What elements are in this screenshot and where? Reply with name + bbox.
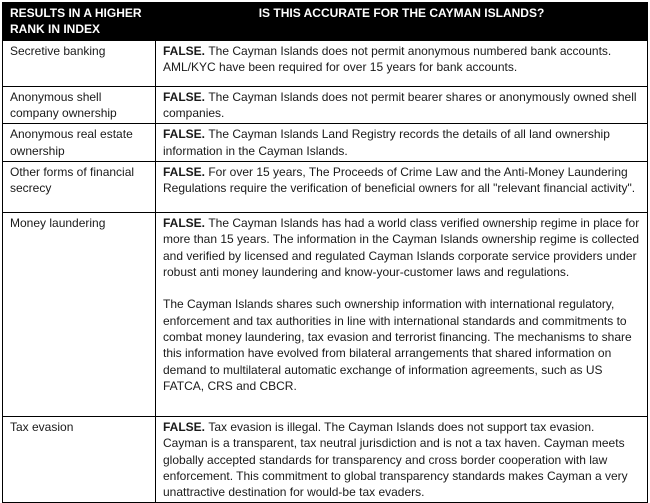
row-answer bbox=[156, 40, 648, 86]
table-row bbox=[3, 86, 648, 124]
table-header-row bbox=[3, 3, 648, 41]
row-topic: Secretive banking bbox=[3, 40, 156, 86]
header-is-this-accurate: IS THIS ACCURATE FOR THE CAYMAN ISLANDS? bbox=[156, 3, 648, 41]
table-row bbox=[3, 40, 648, 86]
row-answer bbox=[156, 416, 648, 503]
row-answer bbox=[156, 124, 648, 162]
false-label: FALSE. bbox=[163, 127, 209, 142]
row-answer bbox=[156, 161, 648, 212]
false-label: FALSE. bbox=[163, 215, 209, 230]
row-answer bbox=[156, 86, 648, 124]
false-label: FALSE. bbox=[163, 43, 209, 58]
answer-paragraph: FALSE. The Cayman Islands has had a world class verified ownership regime in place for more than 15 years. The information in the Cayman Islands ownership regime is collected and verified by licensed and regulated Cayman Islands corporate service providers under robust anti money laundering and know-your-customer laws and regulations. bbox=[163, 215, 640, 279]
false-label: FALSE. bbox=[163, 89, 209, 104]
answer-paragraph: FALSE. The Cayman Islands does not permit anonymous numbered bank accounts. AML/KYC have been required for over 15 years for bank accounts. bbox=[163, 43, 612, 74]
table-row bbox=[3, 124, 648, 162]
table-row bbox=[3, 416, 648, 503]
table-row bbox=[3, 212, 648, 416]
row-topic: Money laundering bbox=[3, 212, 156, 416]
row-topic: Tax evasion bbox=[3, 416, 156, 503]
row-topic: Other forms of financial secrecy bbox=[3, 161, 156, 212]
row-answer bbox=[156, 212, 648, 416]
table-row bbox=[3, 161, 648, 212]
answer-paragraph: FALSE. The Cayman Islands does not permit bearer shares or anonymously owned shell companies. bbox=[163, 89, 637, 120]
answer-paragraph: The Cayman Islands shares such ownership information with international regulatory, enforcement and tax authorities in line with international standards and commitments to combat money laundering, tax evasion and terrorist financing. The mechanisms to share this information have evolved from bilateral arrangements that shared information on demand to multilateral automatic exchange of information agreements, such as US FATCA, CRS and CBCR. bbox=[163, 297, 632, 393]
row-topic: Anonymous real estate ownership bbox=[3, 124, 156, 162]
answer-paragraph: FALSE. Tax evasion is illegal. The Cayman Islands does not support tax evasion. Cayman is a transparent, tax neutral jurisdiction and is not a tax haven. Cayman meets globally accepted standards for transparency and cross border cooperation with law enforcement. This commitment to global transparency standards makes Cayman a very unattractive destination for would-be tax evaders. bbox=[163, 419, 628, 500]
row-topic: Anonymous shell company ownership bbox=[3, 86, 156, 124]
false-label: FALSE. bbox=[163, 419, 209, 434]
answer-paragraph: FALSE. The Cayman Islands Land Registry records the details of all land ownership information in the Cayman Islands. bbox=[163, 127, 610, 158]
accuracy-comparison-table bbox=[2, 2, 648, 503]
answer-paragraph: FALSE. For over 15 years, The Proceeds of Crime Law and the Anti-Money Laundering Regulations require the verification of beneficial owners for all "relevant financial activity". bbox=[163, 164, 636, 196]
header-results-in-higher-rank: RESULTS IN A HIGHER RANK IN INDEX bbox=[3, 3, 156, 41]
table-body bbox=[3, 40, 648, 503]
false-label: FALSE. bbox=[163, 164, 209, 179]
